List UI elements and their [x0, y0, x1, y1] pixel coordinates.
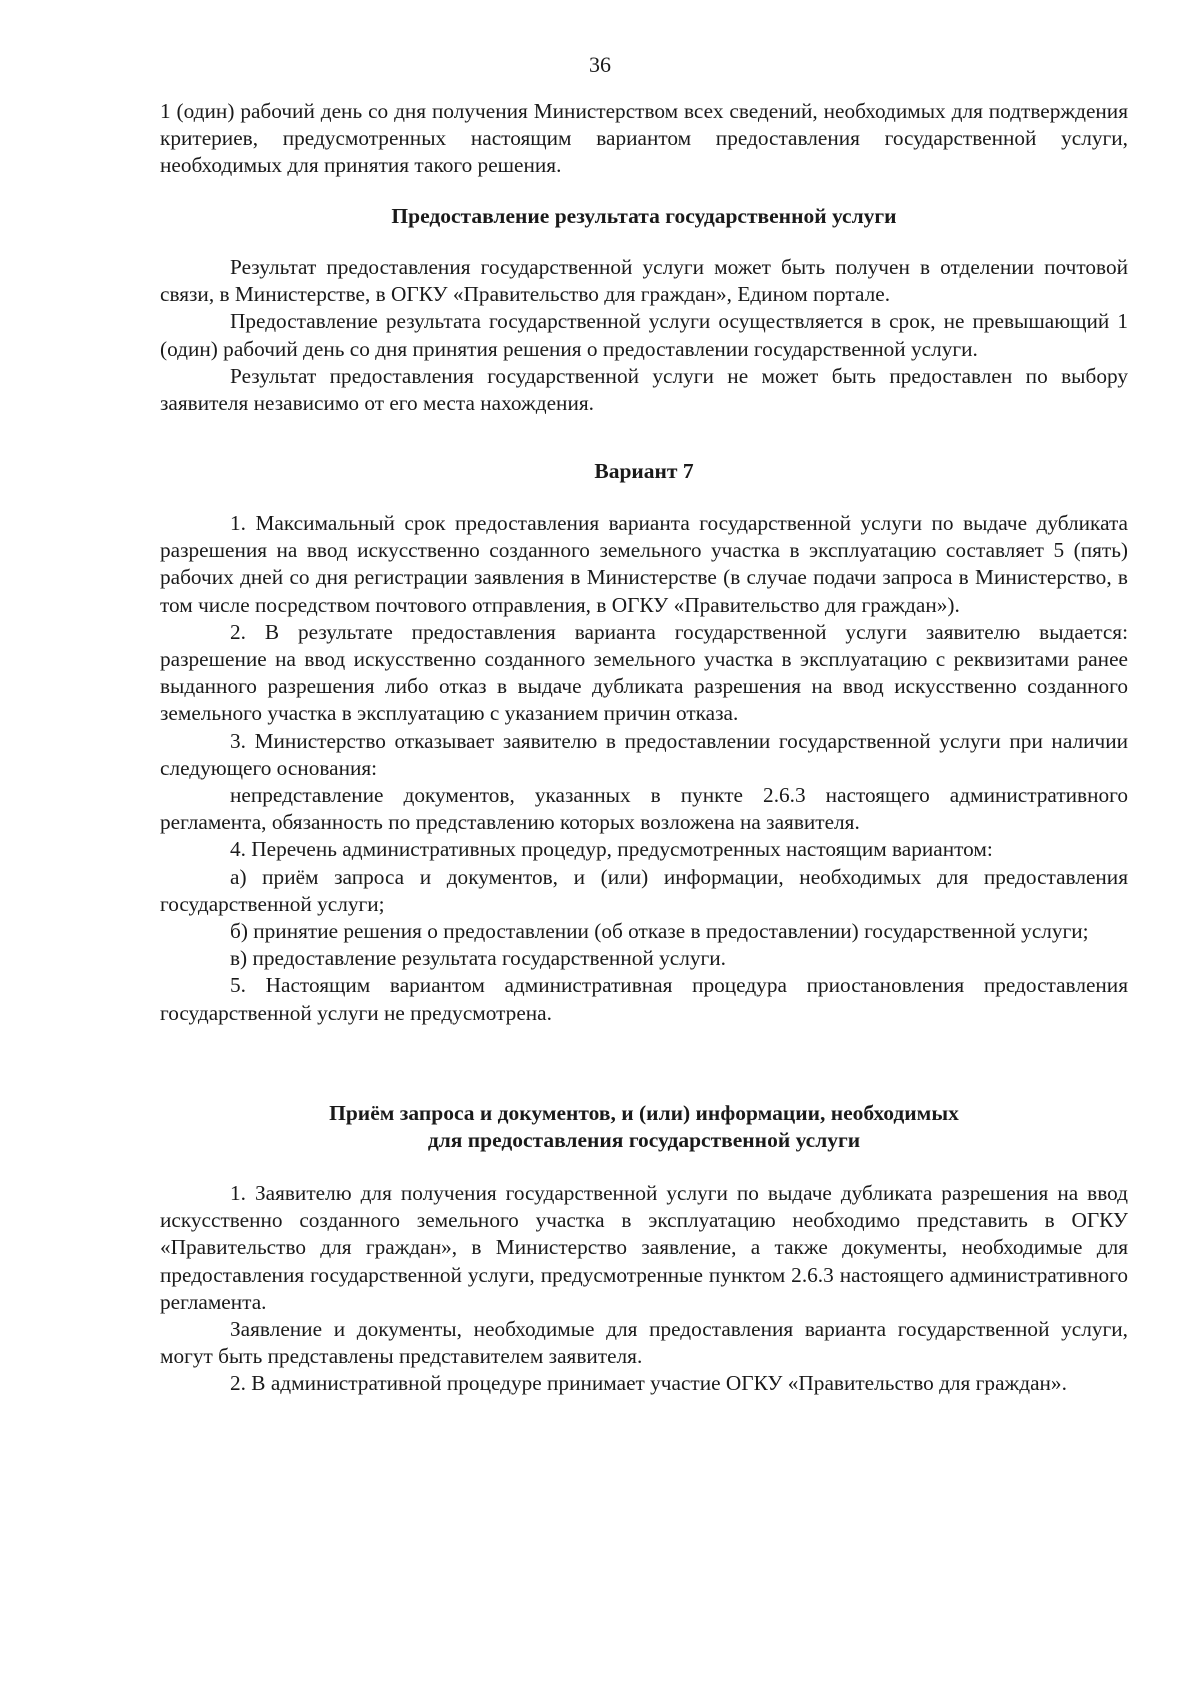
paragraph: 4. Перечень административных процедур, предусмотренных настоящим вариантом:	[230, 837, 993, 862]
section-heading-result	[160, 203, 1128, 230]
heading-line: Предоставление результата государственной услуги	[391, 204, 897, 228]
paragraph: 2. В административной процедуре принимает участие ОГКУ «Правительство для граждан».	[230, 1371, 1067, 1396]
heading-line: для предоставления государственной услуги	[427, 1128, 861, 1152]
text-block-result	[160, 254, 1128, 417]
text-block-intro	[160, 98, 1128, 180]
paragraph: 2. В результате предоставления варианта государственной услуги заявителю выдается: разрешение на ввод искусственно созданного земельного участка в эксплуатацию с реквизитами ранее выданного разрешения либо отказ в выдаче дубликата разрешения на ввод искусственно созданного земельного участка в эксплуатацию с указанием причин отказа.	[160, 619, 1128, 726]
paragraph: непредставление документов, указанных в пункте 2.6.3 настоящего административного регламента, обязанность по представлению которых возложена на заявителя.	[160, 783, 1128, 835]
paragraph: 3. Министерство отказывает заявителю в предоставлении государственной услуги при наличии следующего основания:	[160, 728, 1128, 780]
paragraph: Результат предоставления государственной услуги может быть получен в отделении почтовой связи, в Министерстве, в ОГКУ «Правительство для граждан», Едином портале.	[160, 255, 1128, 307]
heading-line: Приём запроса и документов, и (или) информации, необходимых	[329, 1101, 959, 1125]
page-number: 36	[589, 52, 611, 77]
paragraph: в) предоставление результата государственной услуги.	[230, 946, 726, 971]
paragraph: Результат предоставления государственной услуги не может быть предоставлен по выбору заявителя независимо от его места нахождения.	[160, 363, 1128, 416]
heading-line: Вариант 7	[594, 459, 694, 483]
paragraph: Предоставление результата государственной услуги осуществляется в срок, не превышающий 1 (один) рабочий день со дня принятия решения о предоставлении государственной услуги.	[160, 309, 1128, 361]
paragraph: 1 (один) рабочий день со дня получения Министерством всех сведений, необходимых для подтверждения критериев, предусмотренных настоящим вариантом предоставления государственной услуги, необходимых для принятия такого решения.	[160, 99, 1128, 178]
section-heading-reception	[160, 1100, 1128, 1154]
paragraph: 1. Максимальный срок предоставления варианта государственной услуги по выдаче дубликата разрешения на ввод искусственно созданного земельного участка в эксплуатацию составляет 5 (пять) рабочих дней со дня регистрации заявления в Министерстве (в случае подачи запроса в Министерство, в том числе посредством почтового отправления, в ОГКУ «Правительство для граждан»).	[160, 511, 1128, 617]
text-block-variant	[160, 510, 1128, 1027]
paragraph: 1. Заявителю для получения государственной услуги по выдаче дубликата разрешения на ввод искусственно созданного земельного участка в эксплуатацию необходимо представить в ОГКУ «Правительство для граждан», в Министерство заявление, а также документы, необходимые для предоставления государственной услуги, предусмотренные пунктом 2.6.3 настоящего административного регламента.	[160, 1181, 1128, 1314]
section-heading-variant	[160, 458, 1128, 485]
paragraph: а) приём запроса и документов, и (или) информации, необходимых для предоставления государственной услуги;	[160, 864, 1128, 916]
paragraph: 5. Настоящим вариантом административная процедура приостановления предоставления государственной услуги не предусмотрена.	[160, 973, 1128, 1025]
paragraph: Заявление и документы, необходимые для предоставления варианта государственной услуги, могут быть представлены представителем заявителя.	[160, 1317, 1128, 1369]
text-block-reception	[160, 1180, 1128, 1398]
paragraph: б) принятие решения о предоставлении (об отказе в предоставлении) государственной услуги;	[230, 919, 1089, 944]
